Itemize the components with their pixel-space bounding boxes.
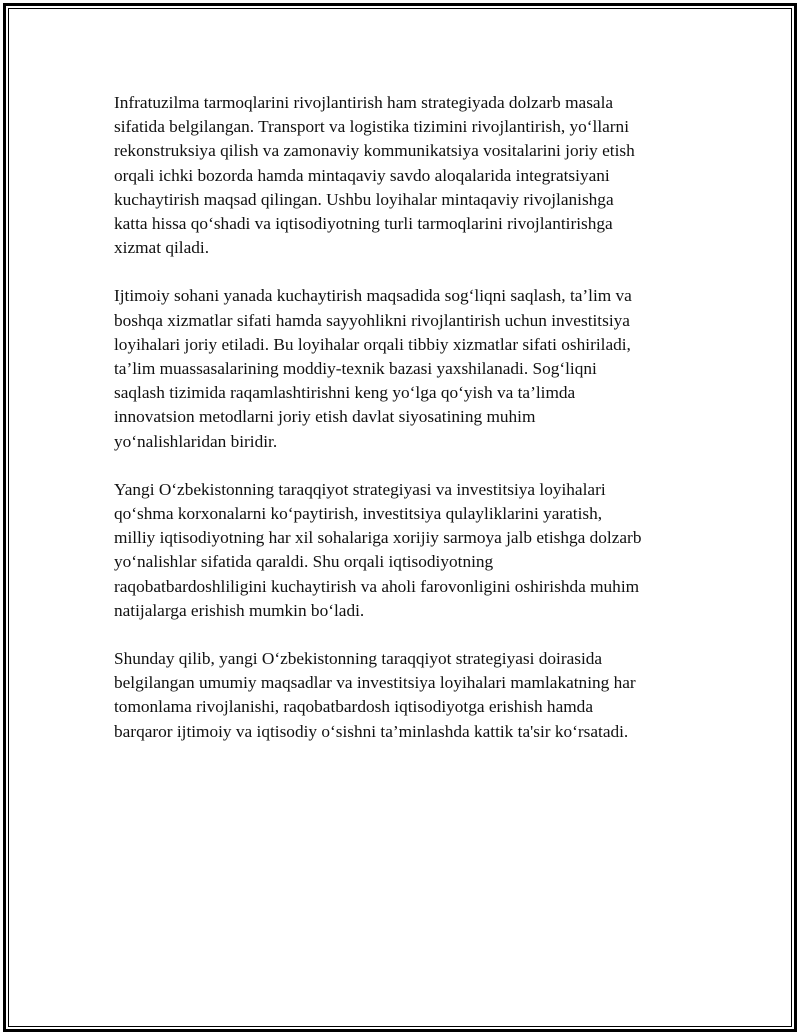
text-line: natijalarga erishish mumkin bo‘ladi. [114, 600, 365, 620]
text-line: tomonlama rivojlanishi, raqobatbardosh iqtisodiyotga erishish hamda [114, 697, 593, 717]
text-line: qo‘shma korxonalarni ko‘paytirish, investitsiya qulayliklarini yaratish, [114, 504, 603, 524]
text-line: raqobatbardoshliligini kuchaytirish va aholi farovonligini oshirishda muhim [114, 576, 640, 596]
text-line: belgilangan umumiy maqsadlar va investitsiya loyihalari mamlakatning har [114, 673, 636, 693]
text-line: innovatsion metodlarni joriy etish davlat siyosatining muhim [114, 407, 536, 427]
paragraph-investment-strategy [114, 478, 684, 623]
text-line: Shunday qilib, yangi O‘zbekistonning taraqqiyot strategiyasi doirasida [114, 649, 603, 669]
text-line: orqali ichki bozorda hamda mintaqaviy savdo aloqalarida integratsiyani [114, 165, 610, 185]
paragraph-conclusion [114, 647, 684, 744]
text-line: boshqa xizmatlar sifati hamda sayyohlikni rivojlantirish uchun investitsiya [114, 310, 630, 330]
text-line: yo‘nalishlar sifatida qaraldi. Shu orqali iqtisodiyotning [114, 552, 494, 572]
paragraph-social-sphere [114, 284, 684, 453]
text-line: milliy iqtisodiyotning har xil sohalariga xorijiy sarmoya jalb etishga dolzarb [114, 528, 642, 548]
text-line: kuchaytirish maqsad qilingan. Ushbu loyihalar mintaqaviy rivojlanishga [114, 189, 614, 209]
text-line: yo‘nalishlaridan biridir. [114, 431, 278, 451]
text-line: Infratuzilma tarmoqlarini rivojlantirish ham strategiyada dolzarb masala [114, 93, 614, 112]
text-line: xizmat qiladi. [114, 238, 210, 258]
text-line: Ijtimoiy sohani yanada kuchaytirish maqsadida sog‘liqni saqlash, ta’lim va [114, 286, 632, 306]
text-line: barqaror ijtimoiy va iqtisodiy o‘sishni ta’minlashda kattik ta'sir ko‘rsatadi. [114, 721, 629, 741]
paragraph-infrastructure [114, 91, 684, 260]
document-body [114, 91, 684, 768]
text-line: saqlash tizimida raqamlashtirishni keng yo‘lga qo‘yish va ta’limda [114, 383, 576, 403]
text-line: katta hissa qo‘shadi va iqtisodiyotning turli tarmoqlarini rivojlantirishga [114, 214, 613, 234]
text-line: loyihalari joriy etiladi. Bu loyihalar orqali tibbiy xizmatlar sifati oshiriladi, [114, 334, 631, 354]
text-line: ta’lim muassasalarining moddiy-texnik bazasi yaxshilanadi. Sog‘liqni [114, 359, 597, 379]
text-line: rekonstruksiya qilish va zamonaviy kommunikatsiya vositalarini joriy etish [114, 141, 635, 161]
text-line: sifatida belgilangan. Transport va logistika tizimini rivojlantirish, yo‘llarni [114, 117, 630, 137]
text-line: Yangi O‘zbekistonning taraqqiyot strategiyasi va investitsiya loyihalari [114, 479, 606, 499]
